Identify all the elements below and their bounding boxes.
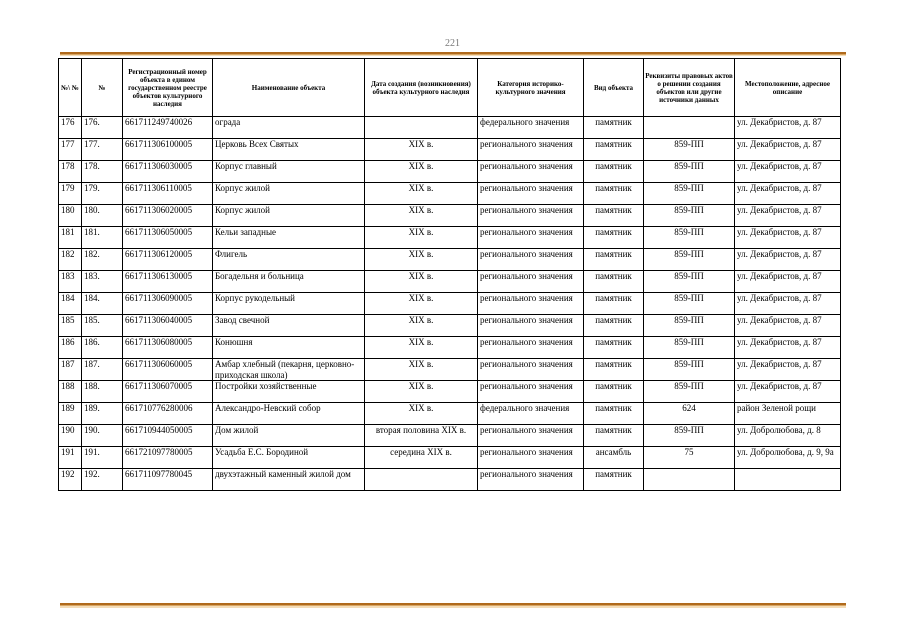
legal-act-cell: 624 [644,403,735,425]
legal-act-cell: 859-ПП [644,227,735,249]
table-row [59,161,841,183]
item-number-cell: 180. [82,205,123,227]
object-name-cell: Усадьба Е.С. Бородиной [213,447,365,469]
object-name-cell: Александро-Невский собор [213,403,365,425]
object-name-cell: Кельи западные [213,227,365,249]
object-type-cell: памятник [584,469,644,491]
item-number-cell: 189. [82,403,123,425]
registry-number-cell: 661711306090005 [123,293,213,315]
registry-number-cell: 661711306050005 [123,227,213,249]
creation-date-cell: XIX в. [365,403,478,425]
object-type-cell: памятник [584,337,644,359]
registry-number-cell: 661711306130005 [123,271,213,293]
object-name-cell: Конюшня [213,337,365,359]
object-type-cell: памятник [584,315,644,337]
legal-act-cell: 859-ПП [644,337,735,359]
category-cell: регионального значения [478,337,584,359]
registry-number-cell: 661721097780005 [123,447,213,469]
category-cell: регионального значения [478,381,584,403]
header-legal-acts: Реквизиты правовых актов о решении создания объектов или другие источники данных [644,59,735,117]
object-type-cell: памятник [584,425,644,447]
row-number-cell: 182 [59,249,82,271]
object-type-cell: памятник [584,139,644,161]
row-number-cell: 188 [59,381,82,403]
category-cell: регионального значения [478,227,584,249]
object-name-cell: Дом жилой [213,425,365,447]
creation-date-cell: XIX в. [365,359,478,381]
object-name-cell: Флигель [213,249,365,271]
item-number-cell: 183. [82,271,123,293]
registry-number-cell: 661711306100005 [123,139,213,161]
object-name-cell: Церковь Всех Святых [213,139,365,161]
category-cell: федерального значения [478,117,584,139]
row-number-cell: 181 [59,227,82,249]
location-cell: ул. Декабристов, д. 87 [735,293,841,315]
table-row [59,293,841,315]
registry-number-cell: 661711306030005 [123,161,213,183]
creation-date-cell: XIX в. [365,139,478,161]
row-number-cell: 192 [59,469,82,491]
row-number-cell: 179 [59,183,82,205]
table-row [59,183,841,205]
object-type-cell: памятник [584,161,644,183]
creation-date-cell: XIX в. [365,271,478,293]
row-number-cell: 185 [59,315,82,337]
object-type-cell: памятник [584,271,644,293]
object-type-cell: памятник [584,227,644,249]
creation-date-cell [365,469,478,491]
item-number-cell: 184. [82,293,123,315]
location-cell: ул. Декабристов, д. 87 [735,271,841,293]
creation-date-cell: XIX в. [365,249,478,271]
location-cell: ул. Декабристов, д. 87 [735,227,841,249]
table-row [59,271,841,293]
category-cell: регионального значения [478,161,584,183]
category-cell: регионального значения [478,293,584,315]
row-number-cell: 186 [59,337,82,359]
category-cell: регионального значения [478,271,584,293]
creation-date-cell: XIX в. [365,293,478,315]
registry-number-cell: 661711306040005 [123,315,213,337]
object-name-cell: Корпус жилой [213,205,365,227]
registry-number-cell: 661711306120005 [123,249,213,271]
creation-date-cell: середина XIX в. [365,447,478,469]
object-name-cell: Корпус жилой [213,183,365,205]
row-number-cell: 178 [59,161,82,183]
legal-act-cell: 859-ПП [644,205,735,227]
row-number-cell: 180 [59,205,82,227]
object-type-cell: памятник [584,381,644,403]
registry-number-cell: 661710776280006 [123,403,213,425]
item-number-cell: 188. [82,381,123,403]
item-number-cell: 182. [82,249,123,271]
row-number-cell: 184 [59,293,82,315]
category-cell: регионального значения [478,205,584,227]
creation-date-cell: XIX в. [365,161,478,183]
legal-act-cell: 859-ПП [644,293,735,315]
registry-number-cell: 661711306020005 [123,205,213,227]
registry-number-cell: 661710944050005 [123,425,213,447]
creation-date-cell: XIX в. [365,227,478,249]
table-row [59,469,841,491]
item-number-cell: 190. [82,425,123,447]
registry-number-cell: 661711306080005 [123,337,213,359]
header-location: Местоположение, адресное описание [735,59,841,117]
category-cell: регионального значения [478,447,584,469]
table-row [59,447,841,469]
legal-act-cell: 859-ПП [644,139,735,161]
item-number-cell: 181. [82,227,123,249]
creation-date-cell: XIX в. [365,183,478,205]
creation-date-cell: XIX в. [365,381,478,403]
table-row [59,249,841,271]
object-name-cell: Постройки хозяйственные [213,381,365,403]
table-row [59,381,841,403]
row-number-cell: 183 [59,271,82,293]
location-cell: ул. Декабристов, д. 87 [735,205,841,227]
header-creation-date: Дата создания (возникновения) объекта культурного наследия [365,59,478,117]
table-header-row [59,59,841,117]
item-number-cell: 179. [82,183,123,205]
object-name-cell: ограда [213,117,365,139]
object-name-cell: Богадельня и больница [213,271,365,293]
location-cell: ул. Добролюбова, д. 8 [735,425,841,447]
row-number-cell: 189 [59,403,82,425]
object-name-cell: двухэтажный каменный жилой дом [213,469,365,491]
registry-number-cell: 661711306060005 [123,359,213,381]
object-type-cell: памятник [584,403,644,425]
header-row-number: №\ № [59,59,82,117]
legal-act-cell: 859-ПП [644,271,735,293]
table-row [59,117,841,139]
location-cell: ул. Декабристов, д. 87 [735,161,841,183]
registry-number-cell: 661711097780045 [123,469,213,491]
location-cell: ул. Декабристов, д. 87 [735,183,841,205]
object-type-cell: памятник [584,293,644,315]
legal-act-cell: 859-ПП [644,183,735,205]
creation-date-cell: вторая половина XIX в. [365,425,478,447]
item-number-cell: 177. [82,139,123,161]
object-name-cell: Амбар хлебный (пекарня, церковно-приходская школа) [213,359,365,381]
legal-act-cell: 859-ПП [644,315,735,337]
location-cell: ул. Декабристов, д. 87 [735,359,841,381]
object-name-cell: Корпус рукодельный [213,293,365,315]
header-object-type: Вид объекта [584,59,644,117]
header-registry-number: Регистрационный номер объекта в едином государственном реестре объектов культурного наследия [123,59,213,117]
object-type-cell: памятник [584,183,644,205]
table-row [59,205,841,227]
legal-act-cell: 859-ПП [644,161,735,183]
item-number-cell: 185. [82,315,123,337]
table-row [59,315,841,337]
row-number-cell: 187 [59,359,82,381]
location-cell: ул. Декабристов, д. 87 [735,139,841,161]
location-cell: район Зеленой рощи [735,403,841,425]
row-number-cell: 177 [59,139,82,161]
row-number-cell: 190 [59,425,82,447]
legal-act-cell: 859-ПП [644,381,735,403]
header-object-name: Наименование объекта [213,59,365,117]
object-type-cell: памятник [584,117,644,139]
registry-number-cell: 661711306110005 [123,183,213,205]
location-cell: ул. Декабристов, д. 87 [735,381,841,403]
object-name-cell: Завод свечной [213,315,365,337]
page-number: 221 [445,38,460,49]
top-rule [60,52,846,56]
item-number-cell: 176. [82,117,123,139]
row-number-cell: 176 [59,117,82,139]
item-number-cell: 187. [82,359,123,381]
item-number-cell: 191. [82,447,123,469]
table-row [59,359,841,381]
legal-act-cell [644,117,735,139]
legal-act-cell: 859-ПП [644,359,735,381]
legal-act-cell: 75 [644,447,735,469]
bottom-rule [60,603,846,608]
table-row [59,337,841,359]
header-item-number: № [82,59,123,117]
object-name-cell: Корпус главный [213,161,365,183]
location-cell: ул. Декабристов, д. 87 [735,315,841,337]
category-cell: регионального значения [478,139,584,161]
registry-number-cell: 661711306070005 [123,381,213,403]
category-cell: федерального значения [478,403,584,425]
object-type-cell: ансамбль [584,447,644,469]
legal-act-cell: 859-ПП [644,249,735,271]
location-cell: ул. Декабристов, д. 87 [735,337,841,359]
location-cell [735,469,841,491]
item-number-cell: 186. [82,337,123,359]
category-cell: регионального значения [478,249,584,271]
item-number-cell: 178. [82,161,123,183]
legal-act-cell [644,469,735,491]
legal-act-cell: 859-ПП [644,425,735,447]
item-number-cell: 192. [82,469,123,491]
object-type-cell: памятник [584,249,644,271]
heritage-registry-table [58,58,841,491]
object-type-cell: памятник [584,359,644,381]
object-type-cell: памятник [584,205,644,227]
location-cell: ул. Декабристов, д. 87 [735,117,841,139]
category-cell: регионального значения [478,315,584,337]
category-cell: регионального значения [478,469,584,491]
creation-date-cell: XIX в. [365,315,478,337]
location-cell: ул. Декабристов, д. 87 [735,249,841,271]
table-row [59,227,841,249]
header-category: Категория историко-культурного значения [478,59,584,117]
registry-number-cell: 661711249740026 [123,117,213,139]
category-cell: регионального значения [478,183,584,205]
table-row [59,425,841,447]
table-row [59,139,841,161]
creation-date-cell: XIX в. [365,337,478,359]
creation-date-cell: XIX в. [365,205,478,227]
row-number-cell: 191 [59,447,82,469]
creation-date-cell [365,117,478,139]
category-cell: регионального значения [478,359,584,381]
table-row [59,403,841,425]
category-cell: регионального значения [478,425,584,447]
location-cell: ул. Добролюбова, д. 9, 9а [735,447,841,469]
